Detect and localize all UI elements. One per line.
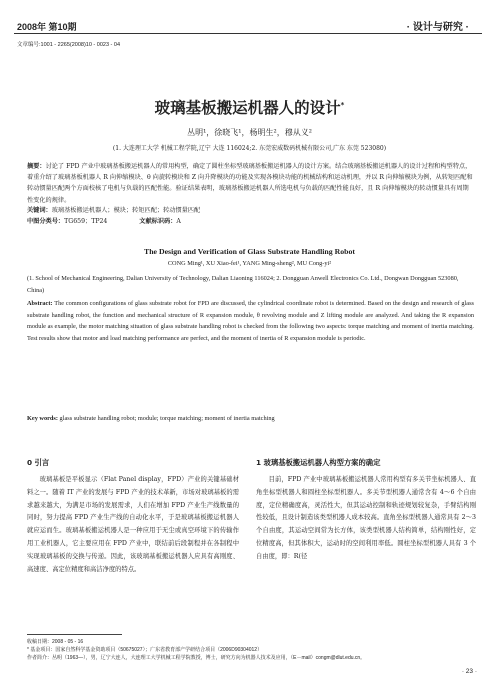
keywords-cn [27,205,474,216]
footnote-fund: * 基金项目：国家自然科学基金资助项目（50675027）；广东省教育部产学研结合项目（2006D90304012） [27,647,263,653]
footnote-rule [27,634,122,635]
section-1-text: 目前，FPD 产业中玻璃基板搬运机器人常用构型有多关节坐标机器人、直角坐标型机器人和圆柱坐标型机器人。多关节型机器人通常含有 4～6 个自由度，定位精确度高，灵活性大，但其运动控制和轨迹规划较复杂，手臂结构刚性较低，且设计制造该类型机器人成本较高。直角坐标型机器人通常具有 2～3 个自由度，其运动空间常为长方体，该类型机器人结构简单，结构刚性好，定位精度高，但其体积大，运动时的空间利用率低。圆柱坐标型机器人具有 3 个自由度，即：R(径 [256,476,476,560]
section-0-heading: 0 引言 [27,458,50,467]
keywords-cn-label: 关键词： [27,207,52,214]
page-number: · 23 · [461,668,477,675]
section-0-text: 玻璃基板是平板显示（Flat Panel display，FPD）产业的关键基础材料之一。随着 IT 产业的发展与 FPD 产业的技术革新，市场对玻璃基板的需求越来越大，为满足市场的发展需求，人们在增加 FPD 产业生产线数量的同时，努力提高 FPD 产业生产线的自动化水平，于是玻璃基板搬运机器人就应运而生。玻璃基板搬运机器人是一种应用于无尘或真空环境下的传输作用工业机器人，它主要应用在 FPD 产业中，联结前后段制程并在各制程中实现玻璃基板的交换与传递。因此，该玻璃基板搬运机器人应具有高刚度、高速度、高定位精度和高洁净度的特点。 [27,476,239,573]
abstract-cn [27,161,474,206]
classification [27,216,474,227]
column-name: · 设计与研究 · [406,22,469,33]
footnote-author: 作者简介：丛明（1963—），男，辽宁大连人，大连理工大学机械工程学院教授，博士，研究方向为机器人技术及应用，（E－mail）congm@dlut.edu.cn。 [27,655,366,661]
clc-label: 中图分类号： [27,218,65,225]
english-abstract [27,298,474,344]
english-keywords-label: Key words: [27,415,58,422]
paper-title [0,96,499,118]
english-title: The Design and Verification of Glass Substrate Handling Robot [144,247,355,256]
doc-code-value: A [176,218,181,225]
section-0-body [27,474,239,576]
keywords-cn-text: 玻璃基板搬运机器人；模块；转矩匹配；转动惯量匹配 [51,207,201,214]
affiliation: (1. 大连理工大学 机械工程学院,辽宁 大连 116024;2. 东莞宏威数码机械有限公司,广东 东莞 523080) [112,145,387,152]
section-1-heading: 1 玻璃基板搬运机器人构型方案的确定 [256,458,381,467]
title-footnote-mark: * [340,100,345,109]
abstract-cn-text: 讨论了 FPD 产业中玻璃基板搬运机器人的常用构型，确定了圆柱坐标型玻璃基板搬运机器人的设计方案。结合玻璃基板搬运机器人的设计过程和构型特点，着重介绍了玻璃基板机器人 R 向伸缩模块、θ 向旋转模块和 Z 向升降模块的功能及实现各模块功能的机械结构和运动机理，并以 R 向伸缩模块为例，从转矩匹配和转动惯量匹配两个方面校核了电机与负载的匹配性能。验证结果表明，玻璃基板搬运机器人所选电机与负载的匹配性能良好，且 R 向伸缩模块的转动惯量具有周期性变化的规律。 [27,163,473,204]
english-keywords [27,413,474,424]
footnote-received: 收稿日期：2008 - 05 - 16 [27,639,84,645]
article-number: 文章编号:1001 - 2265(2008)10 - 0023 - 04 [17,42,121,48]
authors: 丛明¹，徐晓飞¹，杨明生²，穆从义² [187,128,312,137]
paper-title-text: 玻璃基板搬运机器人的设计 [154,99,341,117]
english-keywords-text: glass substrate handling robot; module; torque matching; moment of inertia matching [59,415,275,422]
journal-issue: 2008年 第10期 [17,22,77,32]
section-1-body [256,474,476,564]
header-rule [14,33,482,34]
abstract-cn-label: 摘要： [27,163,46,170]
doc-code-label: 文献标识码： [139,218,177,225]
english-abstract-text: The common configurations of glass substrate robot for FPD are discussed, the cylindrical coordinate robot is determined. Based on the design and research of glass substrate handling robot, the function and mechanical structure of R expansion module, θ revolving module and Z lifting module are analyzed. And taking the R expansion module as example, the motor matching situation of glass substrate handling robot is checked from the following two aspects: torque matching and moment of inertia matching. Test results show that motor and load matching performance are perfect, and the moment of inertia of R expansion module is periodic. [27,300,474,342]
clc-value: TG659；TP24 [64,218,108,225]
english-abstract-label: Abstract: [27,300,53,307]
english-affiliation: (1. School of Mechanical Engineering, Dalian University of Technology, Dalian Liaoning 116024; 2. Dongguan Anwell Electronics Co. Ltd., Dongwan Dongguan 523080, China) [27,275,459,294]
english-authors: CONG Ming¹, XU Xiao-fei¹, YANG Ming-sheng², MU Cong-yi² [167,260,332,267]
